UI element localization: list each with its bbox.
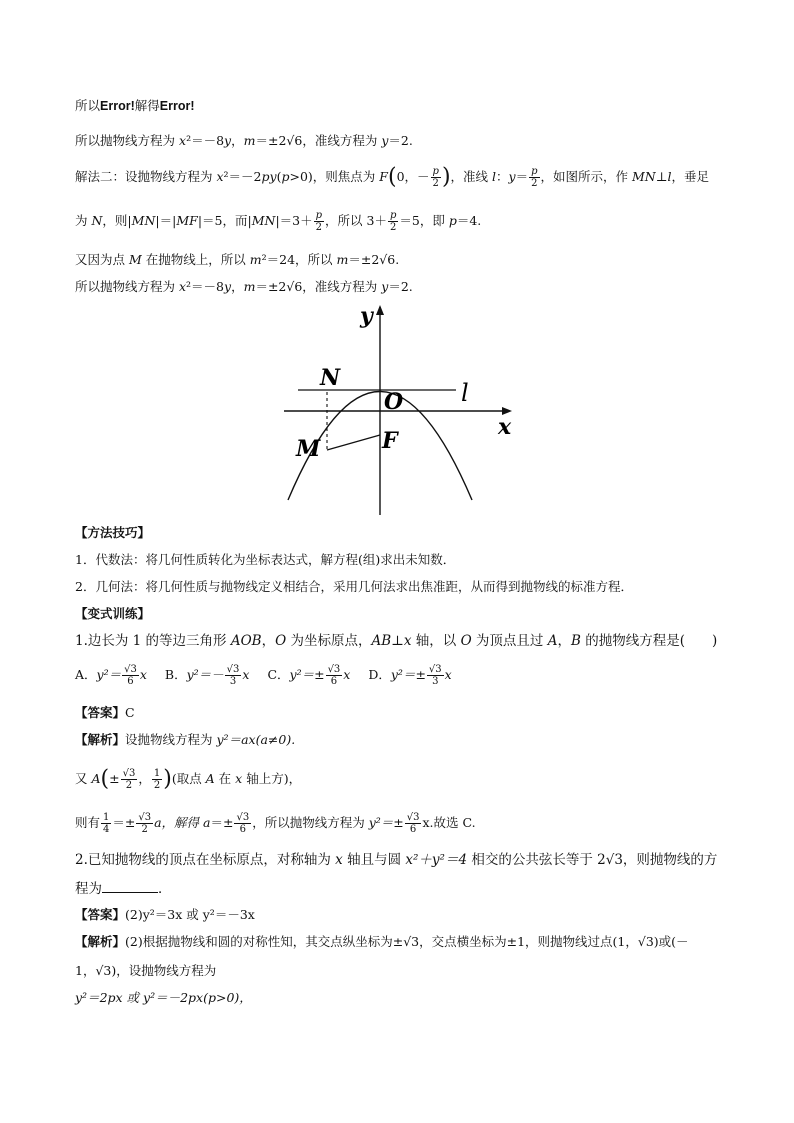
- text: (2)根据抛物线和圆的对称性知，其交点纵坐标为±√3，交点横坐标为±1，则抛物线过点(1，√3)或(－: [125, 934, 689, 949]
- text: 所以抛物线方程为: [75, 133, 176, 148]
- var: x: [216, 169, 224, 184]
- origin-label: O: [384, 389, 404, 415]
- paren: (: [100, 766, 110, 792]
- option-d: [368, 664, 452, 687]
- text: ＝±2√6，准线方程为: [255, 133, 378, 148]
- answer-value: (2)y²＝3x 或 y²＝－3x: [125, 907, 255, 922]
- text: ²＝24，所以: [261, 252, 337, 267]
- var: AOB: [230, 633, 262, 649]
- text: ，: [138, 771, 151, 786]
- fraction: [431, 166, 441, 189]
- denominator: 6: [409, 824, 417, 835]
- solution-line-1: [75, 97, 195, 115]
- denominator: 2: [432, 178, 439, 189]
- numerator: √3: [226, 664, 240, 675]
- text: ．: [158, 881, 172, 897]
- denominator: 6: [239, 824, 247, 835]
- variation-title: 【变式训练】: [75, 606, 151, 621]
- solution-line-2: [75, 132, 413, 150]
- denominator: 2: [153, 780, 161, 791]
- answer-label: 【答案】: [75, 907, 126, 922]
- text: ＝±2√6.: [348, 252, 400, 267]
- x-axis-label: x: [498, 414, 512, 440]
- text: ⊥: [655, 169, 668, 184]
- q2-stem-line-2: [75, 880, 172, 898]
- option-lhs: y²＝±: [289, 667, 325, 682]
- text: 相交的公共弦长等于 2√3，则抛物线的方: [467, 852, 718, 868]
- fraction: [314, 210, 324, 233]
- text: ，如图所示，作: [540, 169, 632, 184]
- text: ＝2.: [388, 133, 413, 148]
- text: (取点: [171, 771, 206, 786]
- text: |＝5，而|: [197, 213, 252, 228]
- text: 在抛物线上，所以: [141, 252, 250, 267]
- text: ，: [231, 133, 244, 148]
- fraction: [136, 812, 153, 835]
- fraction: [234, 812, 251, 835]
- var: x: [179, 133, 187, 148]
- text: ⊥: [391, 633, 404, 649]
- var: MN: [131, 213, 156, 228]
- var: y: [381, 133, 389, 148]
- denominator: 2: [315, 222, 323, 233]
- text: 为坐标原点，: [286, 633, 372, 649]
- option-label: A．: [75, 667, 97, 682]
- fraction: [122, 664, 139, 687]
- option-b: [164, 664, 250, 687]
- denominator: 6: [330, 676, 338, 687]
- var: p: [281, 169, 290, 184]
- text: 则有: [75, 815, 101, 830]
- var: m: [243, 279, 256, 294]
- numerator: √3: [122, 768, 136, 779]
- text: 轴且与圆: [342, 852, 406, 868]
- var: x: [242, 667, 250, 682]
- numerator: p: [315, 210, 323, 221]
- text: －: [417, 169, 430, 184]
- text: a，解得: [154, 815, 204, 830]
- text: |＝|: [155, 213, 177, 228]
- text: 解得: [134, 98, 160, 113]
- var: M: [128, 252, 142, 267]
- numerator: p: [531, 166, 538, 177]
- parabola-figure: [280, 303, 520, 515]
- fraction: [405, 812, 422, 835]
- method-item-2: 2．几何法：将几何性质与抛物线定义相结合，采用几何法求出焦准距，从而得到抛物线的标准方程．: [75, 579, 633, 594]
- point-m-label: M: [296, 436, 321, 462]
- var: O: [275, 633, 287, 649]
- answer-label: 【答案】: [75, 705, 126, 720]
- focus-label: F: [382, 428, 398, 454]
- text: ±: [109, 771, 120, 786]
- text: 所以抛物线方程为: [75, 279, 179, 294]
- q2-stem-line-1: [75, 851, 717, 869]
- var: N: [91, 213, 103, 228]
- option-lhs: y²＝±: [390, 667, 426, 682]
- fraction: [529, 166, 539, 189]
- text: ＝±: [112, 815, 136, 830]
- text: ，所以抛物线方程为: [252, 815, 369, 830]
- text: ，: [261, 633, 276, 649]
- solution-line-4: [75, 210, 481, 233]
- error-ref-2: Error!: [159, 99, 195, 113]
- numerator: √3: [236, 812, 250, 823]
- option-a: [75, 664, 147, 687]
- text: 的抛物线方程是( ): [580, 633, 718, 649]
- var: MF: [176, 213, 198, 228]
- q1-analysis-line-1: [75, 731, 295, 749]
- fraction: [388, 210, 398, 233]
- option-lhs: y²＝－: [186, 667, 224, 682]
- var: MN: [632, 169, 656, 184]
- text: 0，: [396, 169, 418, 184]
- denominator: 2: [389, 222, 397, 233]
- q2-answer: [75, 906, 255, 924]
- var: y: [508, 169, 516, 184]
- var: A: [547, 633, 558, 649]
- var: a: [203, 815, 211, 830]
- option-lhs: y²＝: [96, 667, 122, 682]
- q1-stem: [75, 632, 717, 650]
- methods-title: 【方法技巧】: [75, 525, 151, 540]
- var: AB: [371, 633, 392, 649]
- var: y: [381, 279, 389, 294]
- numerator: 1: [103, 812, 110, 823]
- text: ，则|: [102, 213, 132, 228]
- fraction: [326, 664, 343, 687]
- var: MN: [251, 213, 276, 228]
- text: 设抛物线方程为: [125, 732, 217, 747]
- text: 为顶点且过: [471, 633, 548, 649]
- numerator: 1: [153, 768, 161, 779]
- var: m: [249, 252, 262, 267]
- answer-value: C: [125, 705, 135, 720]
- solution-line-5: [75, 251, 399, 269]
- text: ＝2.: [388, 279, 413, 294]
- var: x: [178, 279, 187, 294]
- fraction: [427, 664, 444, 687]
- text: 又因为点: [75, 252, 129, 267]
- var: p: [448, 213, 457, 228]
- solution-line-3: [75, 166, 709, 189]
- option-label: D．: [368, 667, 391, 682]
- var: x: [139, 667, 147, 682]
- text: ，准线: [450, 169, 493, 184]
- q2-analysis-line-2: 1，√3)，设抛物线方程为: [75, 963, 217, 978]
- numerator: √3: [327, 664, 341, 675]
- q1-analysis-line-3: [75, 812, 476, 835]
- text: ²＝－8: [186, 133, 225, 148]
- var: x: [403, 633, 412, 649]
- var: y: [224, 279, 232, 294]
- text: >0)，则焦点为: [289, 169, 380, 184]
- text: ，: [557, 633, 571, 649]
- text: 1.边长为 1 的等边三角形: [75, 633, 231, 649]
- var: l: [492, 169, 497, 184]
- numerator: √3: [406, 812, 420, 823]
- text: ²＝－2: [223, 169, 262, 184]
- denominator: 2: [141, 824, 148, 835]
- var: B: [570, 633, 581, 649]
- var: m: [336, 252, 349, 267]
- text: 2.已知抛物线的顶点在坐标原点，对称轴为: [75, 852, 336, 868]
- var: l: [667, 169, 672, 184]
- text: 轴，以: [411, 633, 461, 649]
- text: x.故选 C.: [422, 815, 476, 830]
- text: 程为: [75, 881, 102, 897]
- solution-line-6: [75, 278, 413, 296]
- option-label: C．: [267, 667, 290, 682]
- var: py: [261, 169, 277, 184]
- fraction: [121, 768, 138, 791]
- text: ＝±2√6，准线方程为: [255, 279, 382, 294]
- q2-analysis-line-1: [75, 933, 689, 951]
- denominator: 2: [125, 780, 133, 791]
- numerator: √3: [428, 664, 442, 675]
- var: x: [335, 852, 343, 868]
- directrix-label: l: [461, 379, 469, 407]
- text: ，所以 3＋: [325, 213, 387, 228]
- analysis-label: 【解析】: [75, 934, 126, 949]
- text: ＝±: [210, 815, 234, 830]
- var: A: [205, 771, 215, 786]
- denominator: 3: [432, 676, 439, 687]
- numerator: p: [389, 210, 397, 221]
- text: ，垂足: [671, 169, 710, 184]
- var: y: [224, 133, 232, 148]
- numerator: √3: [124, 664, 137, 675]
- text: 在: [214, 771, 236, 786]
- text: 为: [75, 213, 92, 228]
- fraction: [225, 664, 242, 687]
- text: ，: [231, 279, 244, 294]
- fraction: [152, 768, 162, 791]
- error-ref-1: Error!: [100, 99, 135, 113]
- text: |＝3＋: [275, 213, 313, 228]
- text: ＝4.: [456, 213, 482, 228]
- numerator: p: [432, 166, 439, 177]
- text: 又: [75, 771, 92, 786]
- y-axis-label: y: [360, 303, 373, 329]
- option-c: [267, 664, 351, 687]
- q2-analysis-line-3: y²＝2px 或 y²＝－2px(p>0)，: [75, 990, 252, 1005]
- text: ＝5，即: [399, 213, 449, 228]
- method-item-1: 1．代数法：将几何性质转化为坐标表达式，解方程(组)求出未知数．: [75, 552, 456, 567]
- var: x: [444, 667, 452, 682]
- point-n-label: N: [320, 365, 341, 391]
- denominator: 6: [127, 676, 134, 687]
- text: y²＝±: [368, 815, 404, 830]
- q1-options: [75, 664, 452, 687]
- fraction: [101, 812, 111, 835]
- circle-equation: x²＋y²＝4: [405, 852, 468, 868]
- denominator: 4: [103, 824, 110, 835]
- text: 所以: [75, 98, 101, 113]
- analysis-label: 【解析】: [75, 732, 126, 747]
- q1-answer: [75, 704, 135, 722]
- var: m: [243, 133, 256, 148]
- numerator: √3: [138, 812, 152, 823]
- var: x: [235, 771, 243, 786]
- paren: (: [387, 164, 397, 190]
- paren: ): [163, 766, 172, 792]
- q1-analysis-line-2: [75, 768, 301, 791]
- denominator: 2: [531, 178, 538, 189]
- denominator: 3: [229, 676, 237, 687]
- equation: y²＝ax(a≠0).: [216, 732, 296, 747]
- text: ＝: [515, 169, 529, 184]
- paren: ): [441, 164, 451, 190]
- option-label: B．: [164, 667, 187, 682]
- var: O: [460, 633, 472, 649]
- text: ²＝－8: [186, 279, 225, 294]
- text: 解法二：设抛物线方程为: [75, 169, 217, 184]
- text: 轴上方)，: [242, 771, 302, 786]
- text: (: [276, 169, 282, 184]
- var: A: [91, 771, 101, 786]
- mf-segment: [327, 435, 380, 450]
- text: ：: [496, 169, 509, 184]
- var: x: [343, 667, 351, 682]
- var: F: [379, 169, 388, 184]
- y-axis-arrow: [376, 305, 384, 315]
- answer-blank: [102, 880, 158, 893]
